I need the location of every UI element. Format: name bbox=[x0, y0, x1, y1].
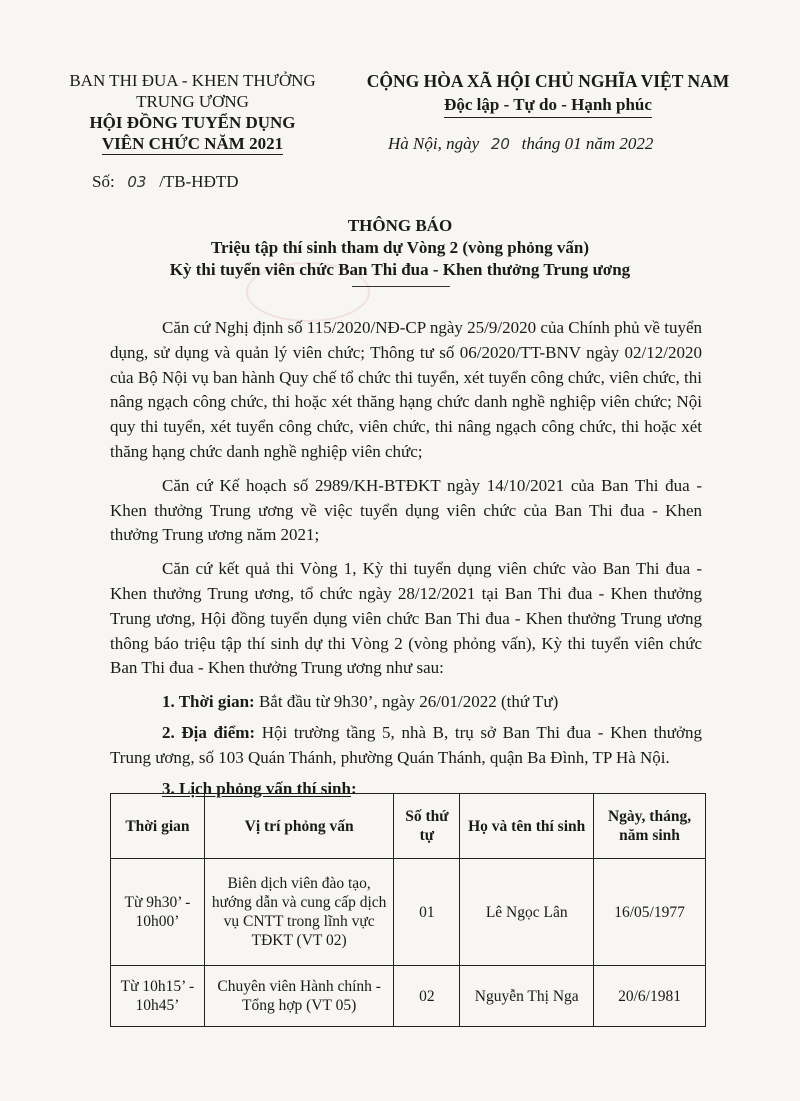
time-value: Bắt đầu từ 9h30’, ngày 26/01/2022 (thứ Tư) bbox=[258, 692, 559, 712]
cell-candidate-name: Lê Ngọc Lân bbox=[460, 859, 594, 966]
date-day-handwritten: 20 bbox=[490, 135, 510, 153]
nation-name: CỘNG HÒA XÃ HỘI CHỦ NGHĨA VIỆT NAM bbox=[366, 71, 730, 91]
date-suffix: tháng 01 năm 2022 bbox=[521, 134, 654, 153]
header-time: Thời gian bbox=[111, 794, 205, 859]
cell-position: Biên dịch viên đào tạo, hướng dẫn và cung cấp dịch vụ CNTT trong lĩnh vực TĐKT (VT 02) bbox=[204, 859, 394, 966]
table-header-row bbox=[111, 794, 706, 859]
agency-name-line2: TRUNG ƯƠNG bbox=[136, 92, 249, 111]
time-label: 1. Thời gian: bbox=[162, 692, 255, 712]
cell-order: 01 bbox=[394, 859, 460, 966]
interview-schedule-table bbox=[110, 793, 706, 1027]
legal-basis-paragraph-1: Căn cứ Nghị định số 115/2020/NĐ-CP ngày 25/9/2020 của Chính phủ về tuyển dụng, sử dụng và quản lý viên chức; Thông tư số 06/2020/TT-BNV ngày 02/12/2020 của Bộ Nội vụ ban hành Quy chế tổ chức thi tuyển, xét tuyển công chức, viên chức, thi nâng ngạch công chức, thi hoặc xét thăng hạng chức danh nghề nghiệp viên chức; Nội quy thi tuyển, xét tuyển công chức, viên chức, thi nâng ngạch công chức, thi hoặc xét thăng hạng chức danh nghề nghiệp viên chức; bbox=[110, 318, 702, 461]
place-item bbox=[110, 721, 702, 771]
legal-basis-paragraph-3: Căn cứ kết quả thi Vòng 1, Kỳ thi tuyển dụng viên chức vào Ban Thi đua - Khen thưởng Trung ương, tổ chức ngày 28/12/2021 tại Ban Thi đua - Khen thưởng Trung ương, Hội đồng tuyển dụng viên chức Ban Thi đua - Khen thưởng Trung ương thông báo triệu tập thí sinh dự thi Vòng 2 (vòng phỏng vấn), Kỳ thi tuyển viên chức Ban Thi đua - Khen thưởng Trung ương như sau: bbox=[110, 559, 702, 678]
notice-body bbox=[110, 316, 702, 807]
cell-birth-date: 16/05/1977 bbox=[594, 859, 706, 966]
place-label: 2. Địa điểm: bbox=[162, 722, 256, 742]
document-number bbox=[92, 172, 239, 192]
notice-subtitle-1: Triệu tập thí sinh tham dự Vòng 2 (vòng phỏng vấn) bbox=[210, 238, 589, 257]
table-row bbox=[111, 966, 706, 1027]
national-header bbox=[328, 70, 768, 118]
cell-position: Chuyên viên Hành chính - Tổng hợp (VT 05) bbox=[204, 966, 394, 1027]
notice-title-block bbox=[100, 215, 700, 281]
national-motto: Độc lập - Tự do - Hạnh phúc bbox=[444, 93, 652, 118]
issuing-agency-block bbox=[60, 70, 325, 155]
title-underline bbox=[352, 286, 450, 287]
doc-number-suffix: /TB-HĐTD bbox=[159, 172, 239, 191]
notice-title: THÔNG BÁO bbox=[347, 216, 453, 235]
header-position: Vị trí phỏng vấn bbox=[204, 794, 394, 859]
cell-time: Từ 10h15’ - 10h45’ bbox=[111, 966, 205, 1027]
cell-birth-date: 20/6/1981 bbox=[594, 966, 706, 1027]
header-candidate-name: Họ và tên thí sinh bbox=[460, 794, 594, 859]
header-birth-date: Ngày, tháng, năm sinh bbox=[594, 794, 706, 859]
doc-number-handwritten: 03 bbox=[127, 173, 147, 191]
place-value: Hội trường tầng 5, nhà B, trụ sở Ban Thi đua - Khen thưởng Trung ương, số 103 Quán Thánh, phường Quán Thánh, quận Ba Đình, TP Hà Nội. bbox=[110, 722, 703, 767]
doc-number-prefix: Số: bbox=[92, 172, 115, 191]
date-line bbox=[388, 134, 653, 154]
schedule-colon: : bbox=[350, 778, 357, 798]
schedule-label: 3. Lịch phỏng vấn thí sinh bbox=[162, 778, 351, 798]
header-order: Số thứ tự bbox=[394, 794, 460, 859]
council-name-line1: HỘI ĐỒNG TUYỂN DỤNG bbox=[89, 113, 296, 132]
notice-subtitle-2: Kỳ thi tuyển viên chức Ban Thi đua - Khen thưởng Trung ương bbox=[169, 260, 631, 279]
cell-order: 02 bbox=[394, 966, 460, 1027]
legal-basis-paragraph-2: Căn cứ Kế hoạch số 2989/KH-BTĐKT ngày 14/10/2021 của Ban Thi đua - Khen thưởng Trung ương về việc tuyển dụng viên chức của Ban Thi đua - Khen thưởng Trung ương năm 2021; bbox=[110, 475, 702, 545]
council-name-line2: VIÊN CHỨC NĂM 2021 bbox=[101, 134, 284, 153]
table-row bbox=[111, 859, 706, 966]
cell-candidate-name: Nguyễn Thị Nga bbox=[460, 966, 594, 1027]
agency-name-line1: BAN THI ĐUA - KHEN THƯỞNG bbox=[69, 71, 316, 90]
cell-time: Từ 9h30’ - 10h00’ bbox=[111, 859, 205, 966]
date-prefix: Hà Nội, ngày bbox=[388, 134, 480, 153]
time-item bbox=[110, 690, 702, 715]
